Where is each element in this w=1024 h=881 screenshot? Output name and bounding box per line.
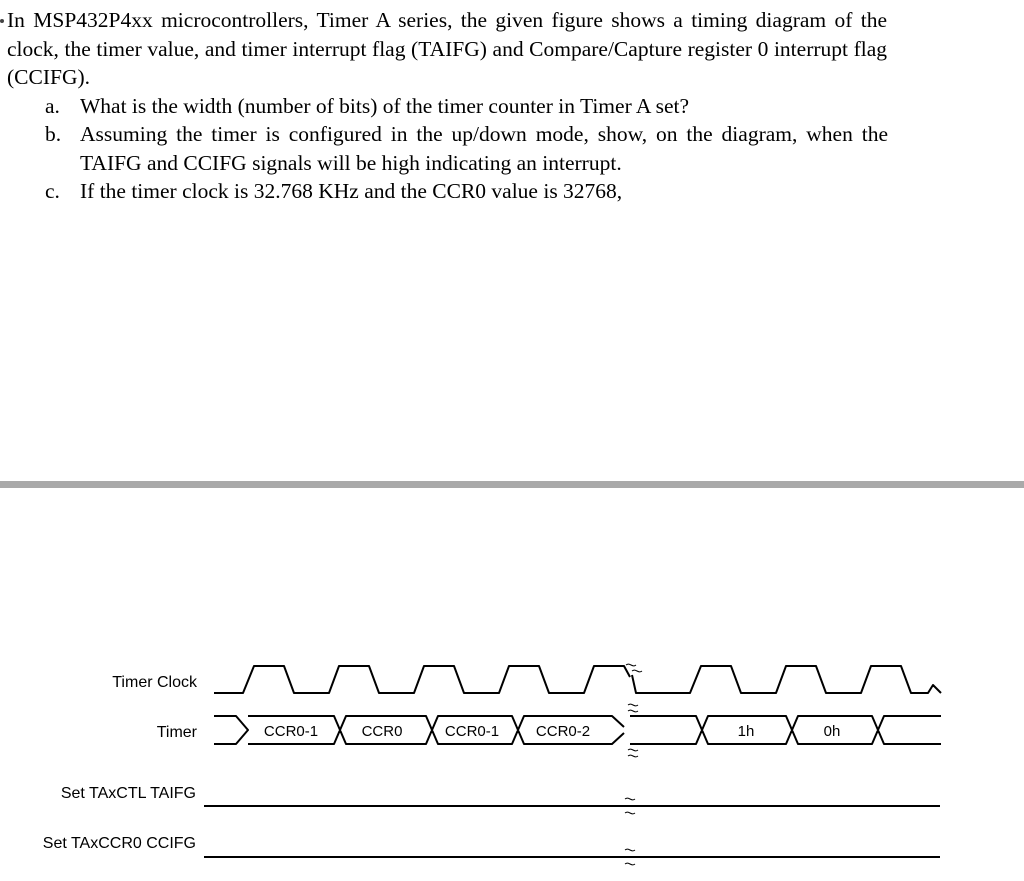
question-parts-list <box>0 92 900 206</box>
timing-diagram <box>0 640 1024 881</box>
clock-break-icon <box>626 664 642 672</box>
timer-clock-waveform <box>214 666 941 693</box>
section-divider <box>0 481 1024 488</box>
timer-value-4: 1h <box>737 723 755 740</box>
timer-value-5: 0h <box>823 723 841 740</box>
timer-value-3: CCR0-2 <box>535 723 591 740</box>
part-b-marker: b. <box>45 122 62 146</box>
question-part-b <box>0 120 888 177</box>
ccifg-label: Set TAxCCR0 CCIFG <box>42 835 196 852</box>
part-b-text: Assuming the timer is configured in the up/down mode, show, on the diagram, when the TAIFG and CCIFG signals will be high indicating an interrupt. <box>80 122 888 175</box>
timer-value-2: CCR0-1 <box>444 723 500 740</box>
part-a-marker: a. <box>45 93 60 118</box>
question-part-c <box>0 177 888 206</box>
timer-clock-label: Timer Clock <box>112 674 197 691</box>
part-c-marker: c. <box>45 179 60 203</box>
question-intro: In MSP432P4xx microcontrollers, Timer A series, the given figure shows a timing diagram of the clock, the timer value, and timer interrupt flag (TAIFG) and Compare/Capture register 0 interrupt flag (CCIFG). <box>7 8 887 89</box>
timer-label: Timer <box>156 724 197 741</box>
timer-break-icon <box>628 704 638 757</box>
timer-value-0: CCR0-1 <box>263 723 319 740</box>
part-a-text: What is the width (number of bits) of the timer counter in Timer A set? <box>80 93 690 118</box>
bullet-icon <box>0 19 4 23</box>
question-part-a <box>0 92 888 121</box>
taifg-label: Set TAxCTL TAIFG <box>60 785 196 802</box>
timer-value-1: CCR0 <box>361 723 403 740</box>
question-text <box>0 6 900 206</box>
part-c-text: If the timer clock is 32.768 KHz and the CCR0 value is 32768, <box>80 179 623 203</box>
